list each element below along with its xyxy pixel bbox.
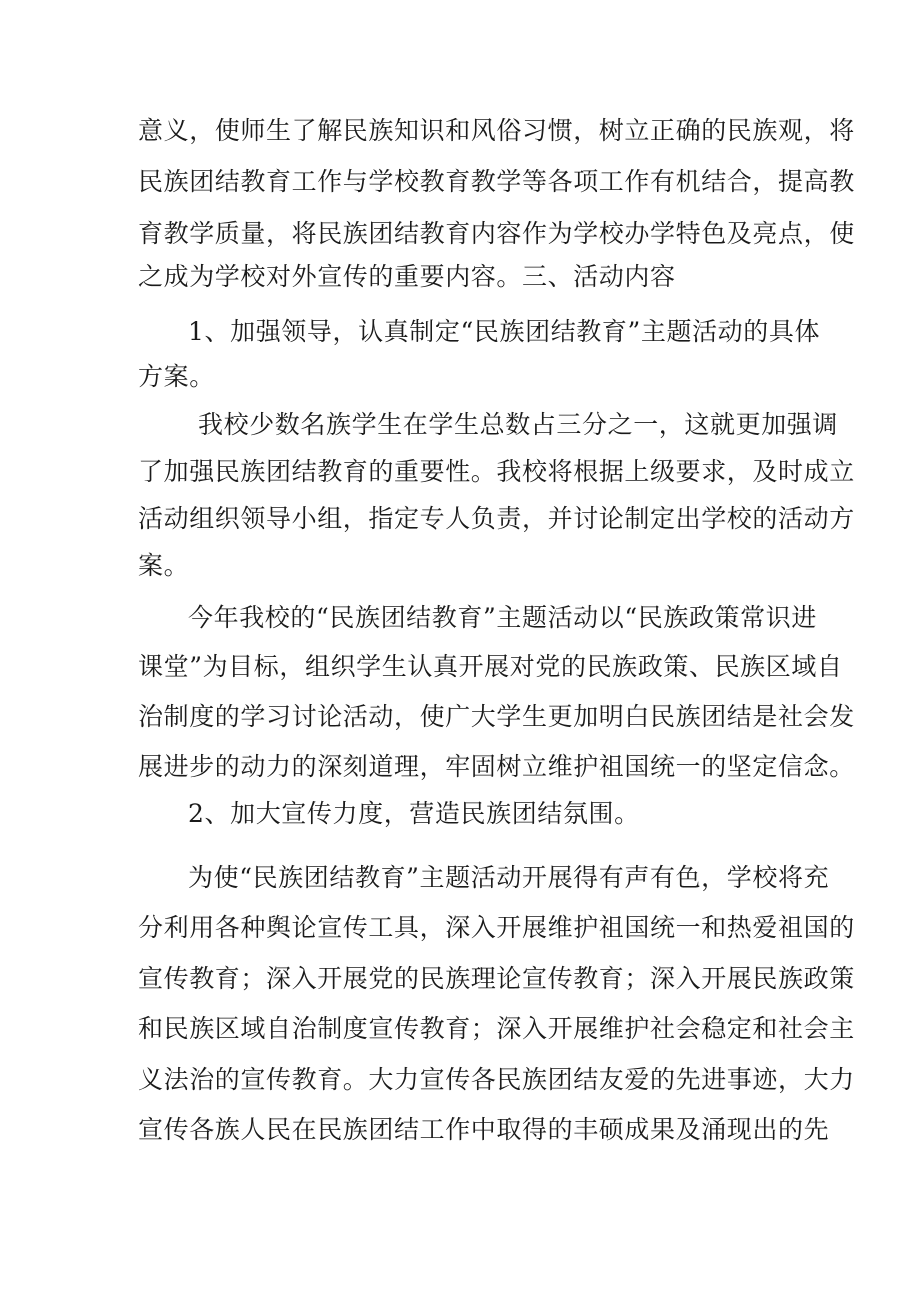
text-line: 民族团结教育工作与学校教育教学等各项工作有机结合，提高教 (138, 167, 855, 196)
text-line: 活动组织领导小组，指定专人负责，并讨论制定出学校的活动方 (138, 504, 855, 533)
text-line: 课堂”为目标，组织学生认真开展对党的民族政策、民族区域自 (138, 652, 843, 681)
text-line: 今年我校的“民族团结教育”主题活动以“民族政策常识进 (188, 603, 817, 632)
text-line: 治制度的学习讨论活动，使广大学生更加明白民族团结是社会发 (138, 702, 855, 731)
text-line: 宣传各族人民在民族团结工作中取得的丰硕成果及涌现出的先 (138, 1115, 830, 1144)
text-line: 之成为学校对外宣传的重要内容。三、活动内容 (138, 262, 676, 291)
text-line: 为使“民族团结教育”主题活动开展得有声有色，学校将充 (188, 863, 830, 892)
text-line: 1、加强领导，认真制定“民族团结教育”主题活动的具体 (188, 317, 821, 346)
text-line: 方案。 (138, 362, 215, 391)
text-line: 了加强民族团结教育的重要性。我校将根据上级要求，及时成立 (138, 457, 855, 486)
text-line: 和民族区域自治制度宣传教育；深入开展维护社会稳定和社会主 (138, 1014, 855, 1043)
text-line: 义法治的宣传教育。大力宣传各民族团结友爱的先进事迹，大力 (138, 1065, 855, 1094)
text-line: 案。 (138, 551, 190, 580)
text-line: 宣传教育；深入开展党的民族理论宣传教育；深入开展民族政策 (138, 964, 855, 993)
text-line: 分利用各种舆论宣传工具，深入开展维护祖国统一和热爱祖国的 (138, 913, 855, 942)
text-line: 2、加大宣传力度，营造民族团结氛围。 (188, 799, 640, 828)
text-line: 意义，使师生了解民族知识和风俗习惯，树立正确的民族观，将 (138, 116, 855, 145)
text-line: 我校少数名族学生在学生总数占三分之一，这就更加强调 (198, 410, 839, 439)
text-line: 育教学质量，将民族团结教育内容作为学校办学特色及亮点，使 (138, 219, 855, 248)
text-line: 展进步的动力的深刻道理，牢固树立维护祖国统一的坚定信念。 (138, 752, 855, 781)
